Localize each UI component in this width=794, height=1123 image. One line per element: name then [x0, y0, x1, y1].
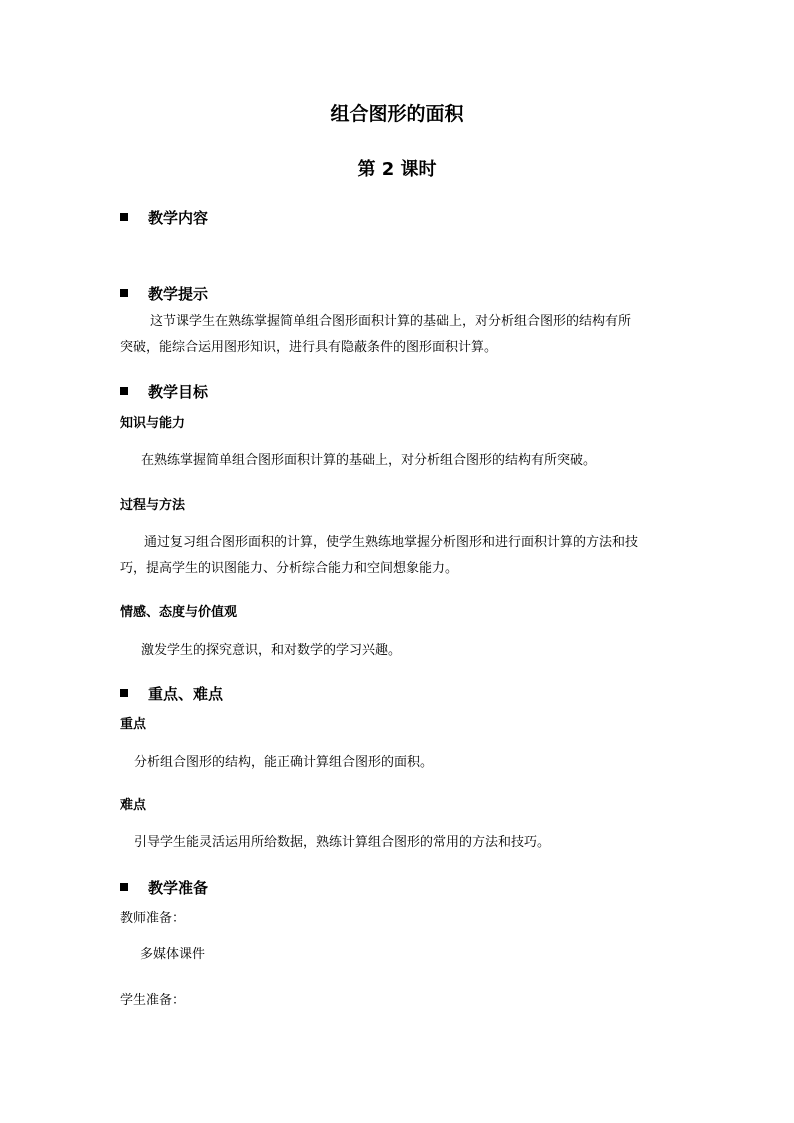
- knowledge-heading: 知识与能力: [120, 416, 186, 431]
- process-text-line1: 通过复习组合图形面积的计算，使学生熟练地掌握分析图形和进行面积计算的方法和技: [144, 535, 639, 550]
- section-key-points: [120, 683, 223, 704]
- lesson-number: 第 2 课时: [357, 159, 437, 180]
- attitude-text: 激发学生的探究意识，和对数学的学习兴趣。: [141, 643, 402, 658]
- document-title: 组合图形的面积: [330, 103, 464, 125]
- key-heading: 重点: [120, 717, 147, 732]
- difficulty-heading: 难点: [120, 798, 147, 813]
- knowledge-text: 在熟练掌握简单组合图形面积计算的基础上，对分析组合图形的结构有所突破。: [141, 453, 597, 468]
- square-bullet-icon: [120, 289, 128, 297]
- square-bullet-icon: [120, 387, 128, 395]
- section-key-points-heading: 重点、难点: [148, 685, 224, 703]
- section-hint-heading: 教学提示: [148, 285, 209, 303]
- section-goals: [120, 381, 208, 402]
- square-bullet-icon: [120, 213, 128, 221]
- section-content-heading: 教学内容: [148, 209, 209, 227]
- student-prep-label: 学生准备：: [120, 993, 186, 1008]
- section-content: [120, 207, 208, 228]
- square-bullet-icon: [120, 883, 128, 891]
- key-text: 分析组合图形的结构，能正确计算组合图形的面积。: [134, 755, 434, 770]
- difficulty-text: 引导学生能灵活运用所给数据，熟练计算组合图形的常用的方法和技巧。: [134, 835, 551, 850]
- section-preparation-heading: 教学准备: [148, 879, 209, 897]
- teacher-prep-label: 教师准备：: [120, 911, 186, 926]
- process-heading: 过程与方法: [120, 498, 186, 513]
- attitude-heading: 情感、态度与价值观: [120, 605, 238, 620]
- teacher-prep-item: 多媒体课件: [140, 947, 206, 962]
- section-hint: [120, 283, 208, 304]
- section-preparation: [120, 877, 208, 898]
- hint-paragraph-line2: 突破，能综合运用图形知识，进行具有隐蔽条件的图形面积计算。: [120, 340, 498, 355]
- section-goals-heading: 教学目标: [148, 383, 209, 401]
- process-text-line2: 巧，提高学生的识图能力、分析综合能力和空间想象能力。: [120, 561, 459, 576]
- hint-paragraph-line1: 这节课学生在熟练掌握简单组合图形面积计算的基础上，对分析组合图形的结构有所: [150, 314, 632, 329]
- square-bullet-icon: [120, 689, 128, 697]
